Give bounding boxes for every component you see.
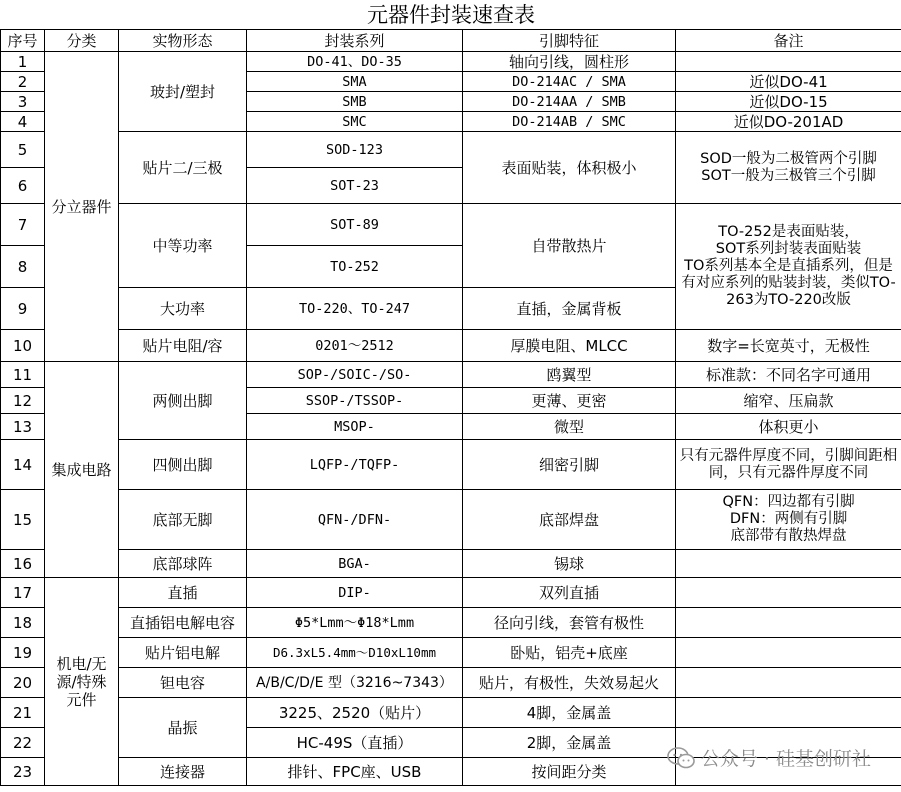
package-cell: TO-220、TO-247 bbox=[247, 288, 463, 330]
package-cell: LQFP-/TQFP- bbox=[247, 440, 463, 490]
row-no: 16 bbox=[1, 550, 45, 578]
header-package: 封装系列 bbox=[247, 30, 463, 52]
row-no: 1 bbox=[1, 52, 45, 72]
table-row bbox=[1, 578, 901, 608]
package-cell: SOT-23 bbox=[247, 168, 463, 204]
header-no: 序号 bbox=[1, 30, 45, 52]
package-cell: SMC bbox=[247, 112, 463, 132]
category-cell: 机电/无源/特殊元件 bbox=[45, 578, 119, 786]
package-cell: Φ5*Lmm～Φ18*Lmm bbox=[247, 608, 463, 638]
row-no: 20 bbox=[1, 668, 45, 698]
pin-cell: DO-214AC / SMA bbox=[463, 72, 676, 92]
note-cell: TO-252是表面贴装， SOT系列封装表面贴装 TO系列基本全是直插系列，但是有对应系列的贴装封装，类似TO-263为TO-220改版 bbox=[676, 204, 901, 330]
row-no: 14 bbox=[1, 440, 45, 490]
watermark-text: 公众号 · 硅基创研社 bbox=[700, 748, 871, 770]
pin-cell: 4脚，金属盖 bbox=[463, 698, 676, 728]
table-row bbox=[1, 490, 901, 550]
pin-cell: 按间距分类 bbox=[463, 758, 676, 786]
package-cell: QFN-/DFN- bbox=[247, 490, 463, 550]
pin-cell: 细密引脚 bbox=[463, 440, 676, 490]
form-cell: 贴片铝电解 bbox=[119, 638, 247, 668]
row-no: 2 bbox=[1, 72, 45, 92]
row-no: 23 bbox=[1, 758, 45, 786]
pin-cell: 鸥翼型 bbox=[463, 362, 676, 388]
row-no: 22 bbox=[1, 728, 45, 758]
pin-cell: 锡球 bbox=[463, 550, 676, 578]
package-cell: A/B/C/D/E 型（3216~7343） bbox=[247, 668, 463, 698]
row-no: 21 bbox=[1, 698, 45, 728]
row-no: 11 bbox=[1, 362, 45, 388]
row-no: 18 bbox=[1, 608, 45, 638]
note-cell bbox=[676, 698, 901, 728]
table-title: 元器件封装速查表 bbox=[1, 0, 901, 30]
package-cell: DO-41、DO-35 bbox=[247, 52, 463, 72]
table-row bbox=[1, 638, 901, 668]
form-cell: 底部无脚 bbox=[119, 490, 247, 550]
form-cell: 中等功率 bbox=[119, 204, 247, 288]
pin-cell: 直插，金属背板 bbox=[463, 288, 676, 330]
form-cell: 大功率 bbox=[119, 288, 247, 330]
row-no: 10 bbox=[1, 330, 45, 362]
form-cell: 底部球阵 bbox=[119, 550, 247, 578]
note-cell bbox=[676, 550, 901, 578]
note-cell: SOD一般为二极管两个引脚 SOT一般为三极管三个引脚 bbox=[676, 132, 901, 204]
pin-cell: 厚膜电阻、MLCC bbox=[463, 330, 676, 362]
note-cell bbox=[676, 578, 901, 608]
note-cell bbox=[676, 638, 901, 668]
package-cell: SSOP-/TSSOP- bbox=[247, 388, 463, 414]
package-cell: SMB bbox=[247, 92, 463, 112]
pin-cell: 更薄、更密 bbox=[463, 388, 676, 414]
note-cell: 近似DO-201AD bbox=[676, 112, 901, 132]
note-cell: QFN：四边都有引脚 DFN：两侧有引脚 底部带有散热焊盘 bbox=[676, 490, 901, 550]
package-cell: 3225、2520（贴片） bbox=[247, 698, 463, 728]
row-no: 13 bbox=[1, 414, 45, 440]
note-cell: 数字=长宽英寸，无极性 bbox=[676, 330, 901, 362]
form-cell: 四侧出脚 bbox=[119, 440, 247, 490]
form-cell: 两侧出脚 bbox=[119, 362, 247, 440]
package-cell: MSOP- bbox=[247, 414, 463, 440]
row-no: 19 bbox=[1, 638, 45, 668]
table-row bbox=[1, 204, 901, 246]
note-cell: 只有元器件厚度不同，引脚间距相同，只有元器件厚度不同 bbox=[676, 440, 901, 490]
row-no: 9 bbox=[1, 288, 45, 330]
package-cell: 0201～2512 bbox=[247, 330, 463, 362]
form-cell: 晶振 bbox=[119, 698, 247, 758]
pin-cell: 微型 bbox=[463, 414, 676, 440]
wechat-icon bbox=[667, 747, 695, 769]
table-row bbox=[1, 330, 901, 362]
pin-cell: 卧贴，铝壳+底座 bbox=[463, 638, 676, 668]
pin-cell: DO-214AA / SMB bbox=[463, 92, 676, 112]
table-row bbox=[1, 550, 901, 578]
note-cell: 近似DO-41 bbox=[676, 72, 901, 92]
note-cell bbox=[676, 668, 901, 698]
header-row bbox=[1, 30, 901, 52]
package-cell: SOD-123 bbox=[247, 132, 463, 168]
pin-cell: 底部焊盘 bbox=[463, 490, 676, 550]
package-cell: DIP- bbox=[247, 578, 463, 608]
table-row bbox=[1, 52, 901, 72]
note-cell: 标准款：不同名字可通用 bbox=[676, 362, 901, 388]
package-cell: 排针、FPC座、USB bbox=[247, 758, 463, 786]
form-cell: 直插 bbox=[119, 578, 247, 608]
row-no: 7 bbox=[1, 204, 45, 246]
row-no: 12 bbox=[1, 388, 45, 414]
category-cell: 分立器件 bbox=[45, 52, 119, 362]
package-cell: BGA- bbox=[247, 550, 463, 578]
row-no: 4 bbox=[1, 112, 45, 132]
form-cell: 贴片二/三极 bbox=[119, 132, 247, 204]
package-cell: SOP-/SOIC-/SO- bbox=[247, 362, 463, 388]
pin-cell: 表面贴装，体积极小 bbox=[463, 132, 676, 204]
header-pin: 引脚特征 bbox=[463, 30, 676, 52]
row-no: 17 bbox=[1, 578, 45, 608]
table-row bbox=[1, 608, 901, 638]
row-no: 8 bbox=[1, 246, 45, 288]
row-no: 3 bbox=[1, 92, 45, 112]
category-cell: 集成电路 bbox=[45, 362, 119, 578]
row-no: 15 bbox=[1, 490, 45, 550]
package-cell: D6.3xL5.4mm～D10xL10mm bbox=[247, 638, 463, 668]
row-no: 5 bbox=[1, 132, 45, 168]
form-cell: 贴片电阻/容 bbox=[119, 330, 247, 362]
pin-cell: 贴片，有极性，失效易起火 bbox=[463, 668, 676, 698]
table-row bbox=[1, 362, 901, 388]
pin-cell: 2脚，金属盖 bbox=[463, 728, 676, 758]
note-cell: 近似DO-15 bbox=[676, 92, 901, 112]
watermark bbox=[667, 744, 871, 771]
table-row bbox=[1, 132, 901, 168]
pin-cell: 轴向引线，圆柱形 bbox=[463, 52, 676, 72]
package-cell: HC-49S（直插） bbox=[247, 728, 463, 758]
header-category: 分类 bbox=[45, 30, 119, 52]
note-cell: 体积更小 bbox=[676, 414, 901, 440]
row-no: 6 bbox=[1, 168, 45, 204]
pin-cell: DO-214AB / SMC bbox=[463, 112, 676, 132]
header-form: 实物形态 bbox=[119, 30, 247, 52]
note-cell bbox=[676, 608, 901, 638]
package-cell: TO-252 bbox=[247, 246, 463, 288]
form-cell: 玻封/塑封 bbox=[119, 52, 247, 132]
form-cell: 连接器 bbox=[119, 758, 247, 786]
table-row bbox=[1, 668, 901, 698]
table-row bbox=[1, 698, 901, 728]
pin-cell: 双列直插 bbox=[463, 578, 676, 608]
package-cell: SOT-89 bbox=[247, 204, 463, 246]
table-row bbox=[1, 440, 901, 490]
pin-cell: 自带散热片 bbox=[463, 204, 676, 288]
note-cell bbox=[676, 52, 901, 72]
pin-cell: 径向引线，套管有极性 bbox=[463, 608, 676, 638]
form-cell: 直插铝电解电容 bbox=[119, 608, 247, 638]
header-note: 备注 bbox=[676, 30, 901, 52]
package-cell: SMA bbox=[247, 72, 463, 92]
form-cell: 钽电容 bbox=[119, 668, 247, 698]
note-cell: 缩窄、压扁款 bbox=[676, 388, 901, 414]
